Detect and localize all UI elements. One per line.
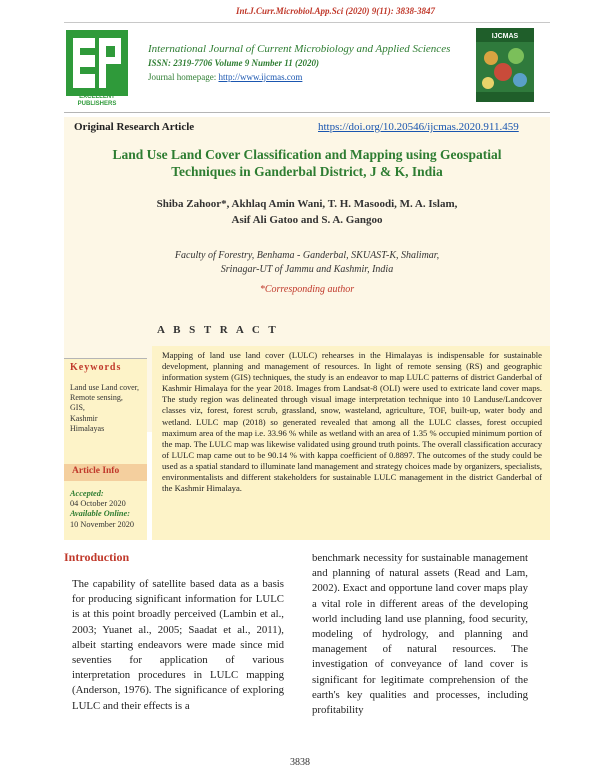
title-line-2: Techniques in Ganderbal District, J & K, India: [171, 164, 443, 179]
journal-cover-image: [476, 28, 534, 102]
abstract-text: Mapping of land use land cover (LULC) rehearses in the Himalayas is indispensable for sustainable development, planning and management of resources. In light of remote sensing (RS) and geographic information system (GIS) techniques, the study is an endeavor to map LULC patterns of district Ganderbal of Kashmir Himalaya for the year 2018. Images from Landsat-8 (OLI) were used to extricate land cover maps. The study region was delineated through visual image interpretation technique into 10 Landuse/Landcover classes viz, forest, forest scrub, grassland, snow, wasteland, agriculture, TOF, built-up, water body and wetland. LULC map (2018) so generated revealed that among all the LULC classes, forest occupied maximum area of the map i.e. 33.96 % while as wetland with an area of 1.35 % occupied minimum portion of the map. The LULC map was likewise validated using ground truth points. The overall classification accuracy of LULC map came out to be 90.14 % with kappa coefficient of 0.8897. The outcomes of the study could be used as a spatial standard to illuminate land management and strategy choices made by organizers, specialists, environmentalists and different stakeholders for sustainable LULC management in the district Ganderbal of the Kashmir Himalaya.: [162, 350, 542, 494]
introduction-heading: Introduction: [64, 550, 130, 564]
publisher-logo: [66, 30, 128, 96]
affiliation-line-1: Faculty of Forestry, Benhama - Ganderbal, SKUAST-K, Shalimar,: [174, 250, 440, 261]
keyword-list: [70, 383, 146, 434]
abstract-heading: A B S T R A C T: [157, 324, 279, 336]
article-info-heading: Article Info: [72, 466, 120, 476]
article-type: Original Research Article: [74, 121, 195, 133]
article-title: [64, 146, 550, 180]
keywords-heading: Keywords: [70, 362, 122, 373]
article-dates: [70, 489, 146, 530]
journal-homepage: [148, 72, 302, 82]
keyword-item: Land use Land cover,: [70, 383, 139, 392]
author-list: [64, 196, 550, 228]
accepted-label: Accepted:: [70, 489, 104, 498]
online-date: 10 November 2020: [70, 519, 135, 529]
journal-name: International Journal of Current Microbiology and Applied Sciences: [148, 43, 451, 55]
affiliation: [64, 249, 550, 277]
title-line-1: Land Use Land Cover Classification and Mapping using Geospatial: [112, 147, 502, 162]
keyword-item: Remote sensing,: [70, 393, 123, 403]
homepage-link[interactable]: http://www.ijcmas.com: [218, 72, 303, 82]
doi-link[interactable]: https://doi.org/10.20546/ijcmas.2020.911.459: [318, 121, 519, 133]
publisher-logo-text: [66, 94, 128, 108]
header-divider: [64, 22, 550, 23]
intro-left-column: The capability of satellite based data as a basis for producing significant information for LULC is at this point broadly perceived (Lambin et al., 2003; Yuanet al., 2005; Saadat et al., 2011), albeit starting endeavors were made since mid seventies for application of various interpretation procedures in LULC mapping (Anderson, 1976). The significance of exploring LULC and their effects is a: [72, 578, 284, 712]
keyword-item: GIS,: [70, 403, 85, 413]
keyword-item: Himalayas: [70, 423, 105, 433]
page-number: 3838: [290, 757, 310, 768]
sidebar-divider: [64, 358, 147, 359]
running-head: Int.J.Curr.Microbiol.App.Sci (2020) 9(11): 3838-3847: [236, 6, 436, 16]
homepage-label: Journal homepage:: [148, 72, 217, 82]
issn-line: ISSN: 2319-7706 Volume 9 Number 11 (2020): [148, 58, 320, 68]
corresponding-author-note: *Corresponding author: [259, 284, 355, 295]
logo-text-line-1: EXCELLENT: [79, 94, 115, 100]
accepted-date: 04 October 2020: [70, 499, 126, 509]
cover-label: IJCMAS: [491, 33, 519, 40]
online-label: Available Online:: [70, 509, 130, 519]
authors-line-2: Asif Ali Gatoo and S. A. Gangoo: [231, 214, 383, 226]
journal-cover-icon: [476, 28, 534, 102]
section-divider: [64, 112, 550, 113]
logo-text-line-2: PUBLISHERS: [77, 101, 117, 107]
affiliation-line-2: Srinagar-UT of Jammu and Kashmir, India: [220, 264, 394, 275]
ep-logo-icon: [66, 30, 128, 96]
intro-right-column: benchmark necessity for sustainable management and planning of natural assets (Read and Lam, 2002). Exact and opportune land cover maps play a vital role in different areas of the developing world including land use planning, food security, modeling of hydrology, and planning and management of natural resources. The investigation of conveyance of land cover is significant for legitimate comprehension of the earth's key qualities and processes, including profitability: [312, 552, 528, 717]
keyword-item: Kashmir: [70, 413, 98, 423]
authors-line-1: Shiba Zahoor*, Akhlaq Amin Wani, T. H. Masoodi, M. A. Islam,: [156, 198, 458, 210]
